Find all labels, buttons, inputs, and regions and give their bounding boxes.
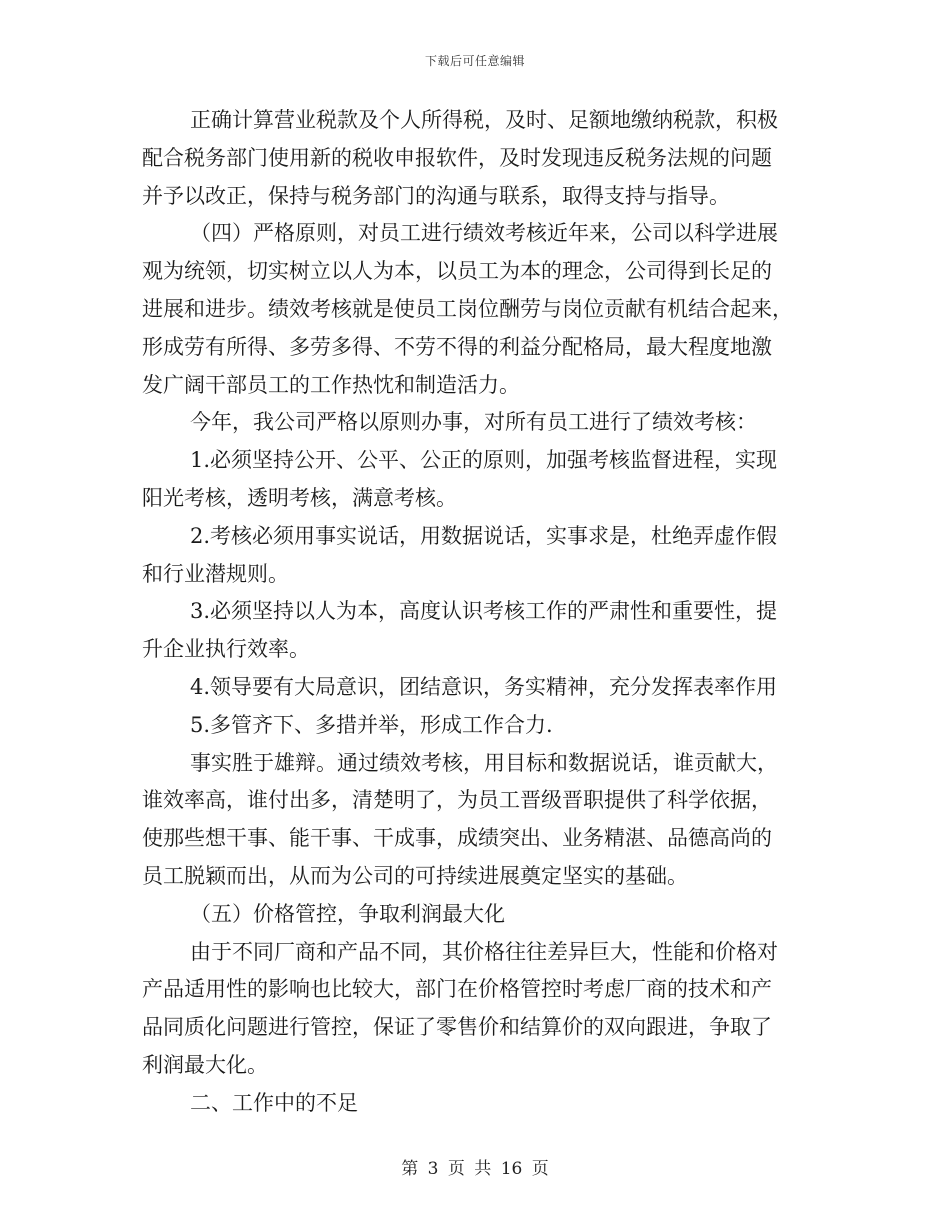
text-line: （四）严格原则，对员工进行绩效考核近年来，公司以科学进展 (190, 221, 778, 246)
text-line: 1.必须坚持公开、公平、公正的原则，加强考核监督进程，实现 (190, 448, 778, 473)
text-line: 观为统领，切实树立以人为本，以员工为本的理念，公司得到长足的 (142, 259, 772, 284)
page-number: 第 3 页 共 16 页 (401, 1159, 549, 1179)
text-line: 形成劳有所得、多劳多得、不劳不得的利益分配格局，最大程度地激 (142, 334, 772, 359)
text-line: 3.必须坚持以人为本，高度认识考核工作的严肃性和重要性，提 (190, 599, 778, 624)
text-line: 谁效率高，谁付出多，清楚明了，为员工晋级晋职提供了科学依据， (142, 788, 772, 813)
text-line: 升企业执行效率。 (142, 637, 310, 662)
text-line: 事实胜于雄辩。通过绩效考核，用目标和数据说话，谁贡献大， (190, 750, 778, 775)
text-line: 配合税务部门使用新的税收申报软件，及时发现违反税务法规的问题 (142, 145, 772, 170)
text-line: 发广阔干部员工的工作热忱和制造活力。 (142, 372, 520, 397)
text-line: 和行业潜规则。 (142, 561, 289, 586)
text-line: 二、工作中的不足 (190, 1090, 358, 1115)
text-line: 正确计算营业税款及个人所得税，及时、足额地缴纳税款，积极 (190, 108, 778, 132)
text-line: 产品适用性的影响也比较大，部门在价格管控时考虑厂商的技术和产 (142, 977, 772, 1002)
text-line: 使那些想干事、能干事、干成事，成绩突出、业务精湛、品德高尚的 (142, 826, 772, 851)
text-line: 品同质化问题进行管控，保证了零售价和结算价的双向跟进，争取了 (142, 1015, 772, 1040)
document-body (142, 105, 810, 1126)
text-line: 今年，我公司严格以原则办事，对所有员工进行了绩效考核： (190, 410, 757, 435)
text-line: 进展和进步。绩效考核就是使员工岗位酬劳与岗位贡献有机结合起来， (142, 296, 793, 321)
text-line: 利润最大化。 (142, 1052, 268, 1077)
text-line: 并予以改正，保持与税务部门的沟通与联系，取得支持与指导。 (142, 183, 730, 208)
text-line: 员工脱颖而出，从而为公司的可持续进展奠定坚实的基础。 (142, 863, 688, 888)
page-header: 下载后可任意编辑 (424, 54, 525, 68)
text-line: 2.考核必须用事实说话，用数据说话，实事求是，杜绝弄虚作假 (190, 523, 778, 548)
text-line: 4.领导要有大局意识，团结意识，务实精神，充分发挥表率作用 (190, 674, 778, 699)
text-line: 阳光考核，透明考核，满意考核。 (142, 485, 457, 510)
text-line: 5.多管齐下、多措并举，形成工作合力. (190, 712, 553, 737)
text-line: （五）价格管控，争取利润最大化 (190, 901, 505, 926)
text-line: 由于不同厂商和产品不同，其价格往往差异巨大，性能和价格对 (190, 939, 778, 964)
